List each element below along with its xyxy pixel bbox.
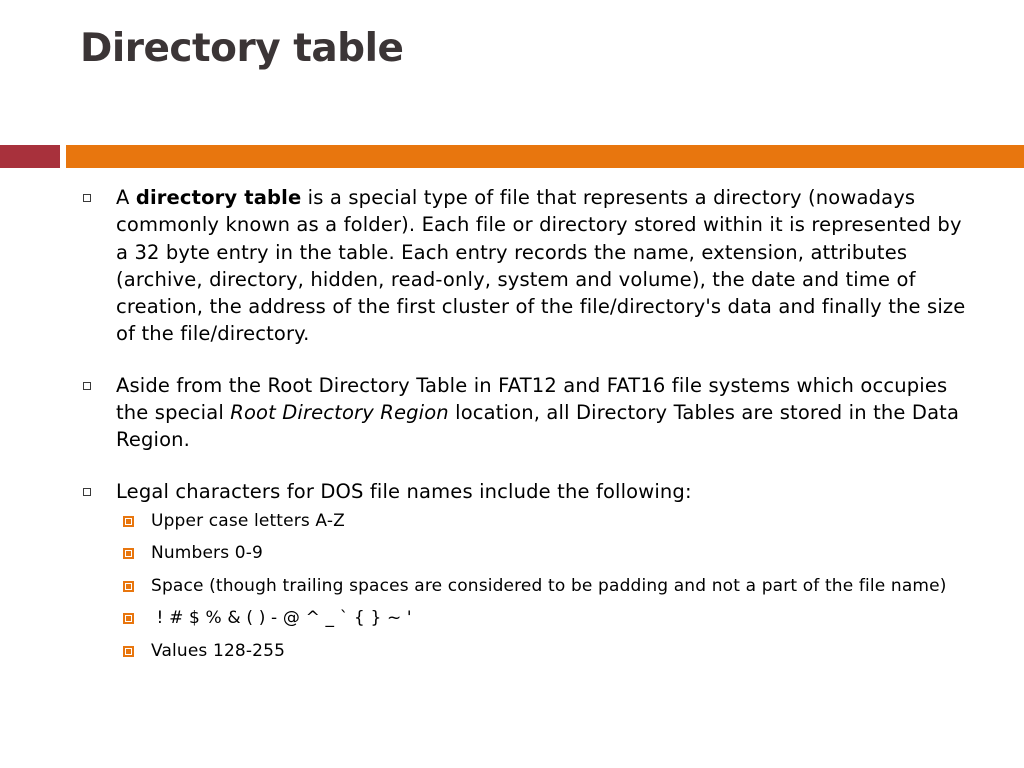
sub-bullet-text: Values 128-255 bbox=[151, 640, 286, 661]
bullet-item-directory-table bbox=[80, 184, 980, 348]
text-run: location, all Directory Tables are stored in the Data Region. bbox=[116, 401, 960, 452]
text-run: is a special type of file that represents a directory (nowadays commonly known as a folder). Each file or directory stored within it is represented by a 32 byte entry in the table. Each entry records the name, extension, attributes (archive, directory, hidden, read-only, system and volume), the date and time of creation, the address of the first cluster of the file/directory's data and finally the size of the file/directory. bbox=[116, 186, 966, 346]
sub-bullet-text: ! # $ % & ( ) - @ ^ _ ` { } ~ ' bbox=[151, 608, 412, 629]
slide-title: Directory table bbox=[80, 26, 404, 71]
sub-bullet-item bbox=[116, 541, 980, 566]
orange-square-bullet-icon bbox=[123, 548, 134, 559]
left-accent-band bbox=[0, 145, 60, 168]
orange-square-bullet-icon bbox=[123, 516, 134, 527]
slide-body bbox=[80, 184, 980, 687]
sub-bullet-item bbox=[116, 606, 980, 631]
orange-square-bullet-icon bbox=[123, 646, 134, 657]
italic-term: Root Directory Region bbox=[230, 401, 449, 425]
orange-square-bullet-icon bbox=[123, 581, 134, 592]
right-accent-band bbox=[66, 145, 1024, 168]
bullet-item-root-directory bbox=[80, 372, 980, 454]
hollow-square-bullet-icon bbox=[83, 382, 91, 390]
bullet-text bbox=[116, 186, 965, 345]
text-run: A bbox=[116, 186, 136, 209]
sub-bullet-text: Space (though trailing spaces are considered to be padding and not a part of the file name) bbox=[151, 575, 947, 596]
sub-bullet-text: Numbers 0-9 bbox=[151, 543, 263, 564]
bullet-text: Legal characters for DOS file names include the following: bbox=[116, 479, 692, 503]
sub-bullet-item bbox=[116, 509, 980, 534]
hollow-square-bullet-icon bbox=[83, 488, 91, 496]
sub-bullet-list bbox=[116, 509, 980, 664]
hollow-square-bullet-icon bbox=[83, 194, 91, 202]
orange-square-bullet-icon bbox=[123, 613, 134, 624]
bullet-item-legal-characters bbox=[80, 478, 980, 664]
bold-term: directory table bbox=[135, 186, 302, 209]
bullet-text bbox=[116, 374, 959, 452]
sub-bullet-item bbox=[116, 574, 980, 599]
sub-bullet-item bbox=[116, 639, 980, 664]
text-run: Aside from the Root Directory Table in FAT12 and FAT16 file systems which occupies the special bbox=[116, 373, 948, 425]
sub-bullet-text: Upper case letters A-Z bbox=[151, 510, 345, 531]
